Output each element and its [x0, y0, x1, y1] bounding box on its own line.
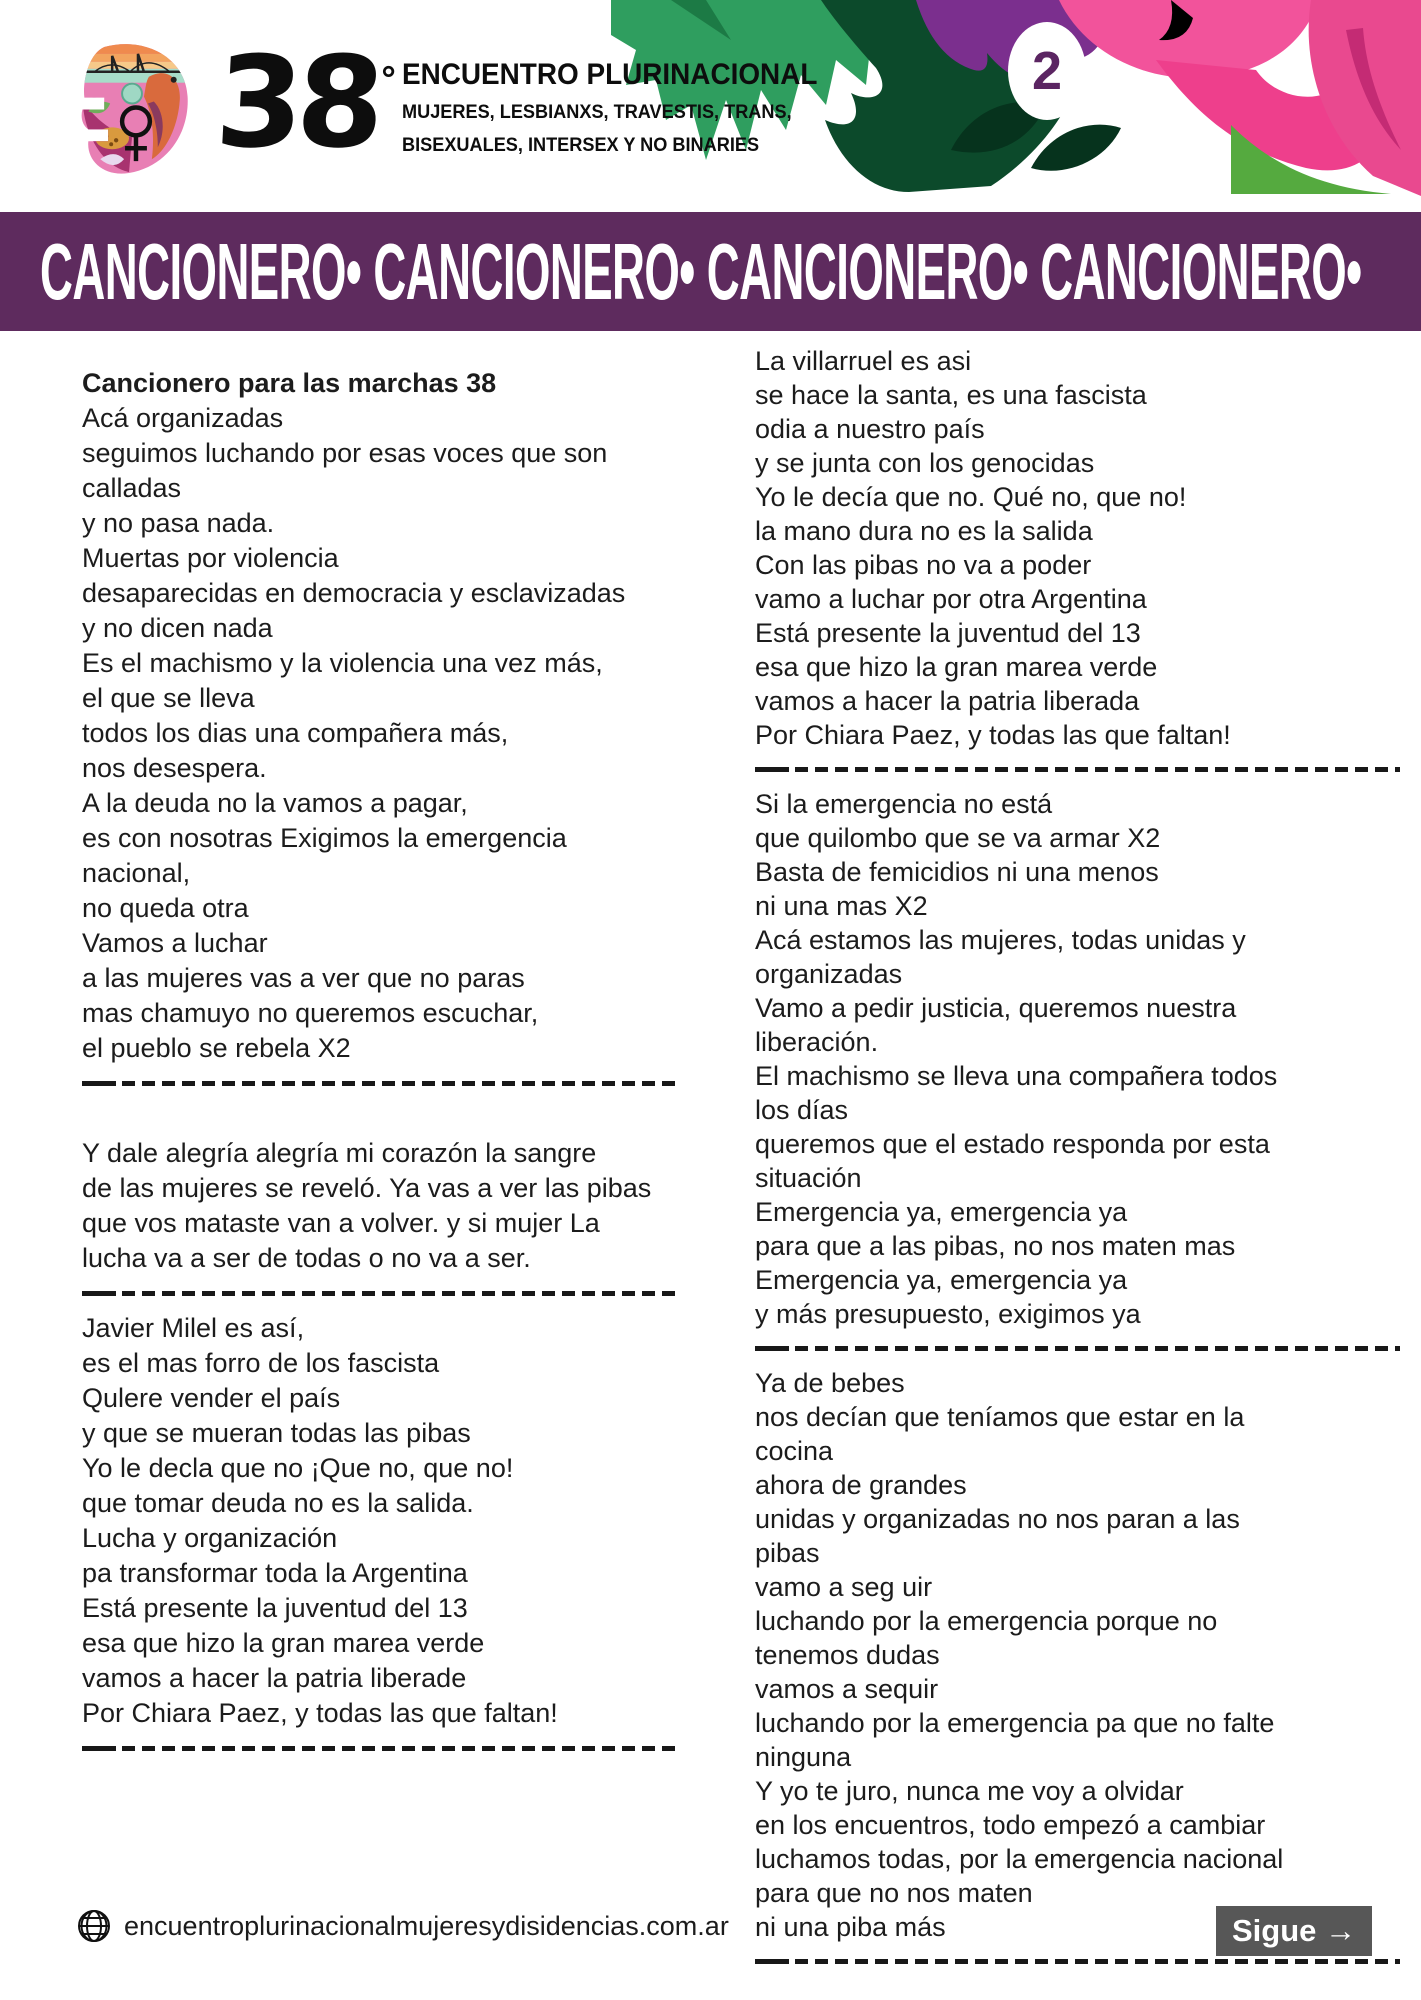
lyric-line: Ya de bebes: [755, 1368, 905, 1398]
lyric-line: esa que hizo la gran marea verde: [755, 652, 1158, 682]
section-divider: [755, 1346, 1400, 1351]
lyric-line: situación: [755, 1163, 862, 1193]
lyric-line: el pueblo se rebela X2: [82, 1033, 351, 1063]
footer: [76, 1908, 729, 1944]
lyric-line: A la deuda no la vamos a pagar,: [82, 788, 468, 818]
lyric-line: para que no nos maten: [755, 1878, 1033, 1908]
lyric-line: Vamos a luchar: [82, 928, 268, 958]
lyric-line: de las mujeres se reveló. Ya vas a ver las pibas: [82, 1173, 652, 1203]
event-subtitle-line1: MUJERES, LESBIANXS, TRAVESTIS, TRANS,: [401, 101, 792, 123]
lyric-line: Es el machismo y la violencia una vez más,: [82, 648, 603, 678]
lyric-line: en los encuentros, todo empezó a cambiar: [755, 1810, 1266, 1840]
lyric-line: Con las pibas no va a poder: [755, 550, 1092, 580]
lyric-line: vamo a luchar por otra Argentina: [755, 584, 1147, 614]
lyric-line: nacional,: [82, 858, 191, 888]
blank-line: [82, 1101, 682, 1136]
lyric-line: que vos mataste van a volver. y si mujer La: [82, 1208, 600, 1238]
lyric-line: es con nosotras Exigimos la emergencia: [82, 823, 567, 853]
lyric-line: Qulere vender el país: [82, 1383, 341, 1413]
event-logo: [74, 29, 848, 176]
lyric-line: organizadas: [755, 959, 903, 989]
event-title: ENCUENTRO PLURINACIONAL: [401, 58, 818, 91]
lyric-line: la mano dura no es la salida: [755, 516, 1093, 546]
section-divider: [82, 1291, 682, 1296]
lyric-line: para que a las pibas, no nos maten mas: [755, 1231, 1236, 1261]
lyric-line: mas chamuyo no queremos escuchar,: [82, 998, 539, 1028]
lyric-line: y no dicen nada: [82, 613, 273, 643]
cancionero-banner-text: CANCIONERO• CANCIONERO• CANCIONERO• CANCIONERO•: [40, 226, 1362, 316]
lyric-line: La villarruel es asi: [755, 346, 972, 376]
lyric-line: calladas: [82, 473, 182, 503]
lyric-line: que quilombo que se va armar X2: [755, 823, 1161, 853]
event-title-block: [402, 58, 849, 158]
lyric-line: Está presente la juventud del 13: [755, 618, 1141, 648]
lyric-line: ninguna: [755, 1742, 852, 1772]
lyric-line: Yo le decla que no ¡Que no, que no!: [82, 1453, 514, 1483]
edition-number: 38: [212, 29, 382, 176]
globe-icon: [76, 1908, 112, 1944]
page-number-badge: [1008, 22, 1086, 120]
lyric-line: Acá organizadas: [82, 403, 284, 433]
lyric-line: Vamo a pedir justicia, queremos nuestra: [755, 993, 1237, 1023]
continue-button[interactable]: Sigue →: [1216, 1906, 1372, 1956]
lyric-line: luchamos todas, por la emergencia nacional: [755, 1844, 1284, 1874]
lyric-line: lucha va a ser de todas o no va a ser.: [82, 1243, 531, 1273]
lyric-line: Javier Milel es así,: [82, 1313, 305, 1343]
lyric-line: a las mujeres vas a ver que no paras: [82, 963, 525, 993]
lyric-line: y se junta con los genocidas: [755, 448, 1095, 478]
section-divider: [82, 1081, 682, 1086]
cancionero-banner: [0, 212, 1421, 331]
logo-illustration-icon: [74, 42, 194, 176]
lyric-line: seguimos luchando por esas voces que son: [82, 438, 608, 468]
lyric-line: todos los dias una compañera más,: [82, 718, 509, 748]
lyric-line: vamos a sequir: [755, 1674, 939, 1704]
lyric-line: Muertas por violencia: [82, 543, 339, 573]
lyric-line: esa que hizo la gran marea verde: [82, 1628, 485, 1658]
lyric-line: tenemos dudas: [755, 1640, 940, 1670]
lyric-line: Emergencia ya, emergencia ya: [755, 1197, 1128, 1227]
page-number: 2: [1031, 41, 1063, 101]
lyric-line: nos decían que teníamos que estar en la: [755, 1402, 1245, 1432]
lyric-line: ni una piba más: [755, 1912, 946, 1942]
lyric-line: unidas y organizadas no nos paran a las: [755, 1504, 1240, 1534]
lyric-line: cocina: [755, 1436, 834, 1466]
lyric-line: luchando por la emergencia pa que no falte: [755, 1708, 1275, 1738]
lyric-line: y no pasa nada.: [82, 508, 275, 538]
lyric-line: Por Chiara Paez, y todas las que faltan!: [755, 720, 1231, 750]
lyric-line: vamo a seg uir: [755, 1572, 933, 1602]
lyric-line: Y yo te juro, nunca me voy a olvidar: [755, 1776, 1184, 1806]
lyrics-column-left: [82, 366, 682, 1766]
lyric-line: se hace la santa, es una fascista: [755, 380, 1147, 410]
degree-symbol: °: [381, 58, 396, 99]
lyric-line: Está presente la juventud del 13: [82, 1593, 468, 1623]
lyric-line: y que se mueran todas las pibas: [82, 1418, 471, 1448]
lyric-line: y más presupuesto, exigimos ya: [755, 1299, 1141, 1329]
lyric-line: los días: [755, 1095, 849, 1125]
section-divider: [755, 1959, 1400, 1964]
lyric-line: Si la emergencia no está: [755, 789, 1053, 819]
lyric-line: luchando por la emergencia porque no: [755, 1606, 1218, 1636]
website-url: encuentroplurinacionalmujeresydisidencias.com.ar: [124, 1910, 729, 1941]
lyric-line: Basta de femicidios ni una menos: [755, 857, 1159, 887]
section-divider: [755, 767, 1400, 772]
lyric-line: Lucha y organización: [82, 1523, 338, 1553]
lyric-line: el que se lleva: [82, 683, 255, 713]
lyric-line: que tomar deuda no es la salida.: [82, 1488, 474, 1518]
lyric-line: no queda otra: [82, 893, 249, 923]
section-divider: [82, 1746, 682, 1751]
lyric-line: es el mas forro de los fascista: [82, 1348, 440, 1378]
song-section-title: Cancionero para las marchas 38: [82, 368, 497, 398]
lyric-line: nos desespera.: [82, 753, 267, 783]
lyric-line: El machismo se lleva una compañera todos: [755, 1061, 1278, 1091]
lyric-line: desaparecidas en democracia y esclavizadas: [82, 578, 626, 608]
lyric-line: vamos a hacer la patria liberade: [82, 1663, 467, 1693]
event-subtitle-line2: BISEXUALES, INTERSEX Y NO BINARIES: [401, 134, 759, 156]
lyric-line: queremos que el estado responda por esta: [755, 1129, 1270, 1159]
lyric-line: vamos a hacer la patria liberada: [755, 686, 1140, 716]
lyric-line: Por Chiara Paez, y todas las que faltan!: [82, 1698, 558, 1728]
lyrics-column-right: [755, 344, 1400, 1979]
lyric-line: pa transformar toda la Argentina: [82, 1558, 468, 1588]
lyric-line: Acá estamos las mujeres, todas unidas y: [755, 925, 1246, 955]
lyric-line: pibas: [755, 1538, 820, 1568]
lyric-line: liberación.: [755, 1027, 879, 1057]
lyric-line: Emergencia ya, emergencia ya: [755, 1265, 1128, 1295]
lyric-line: odia a nuestro país: [755, 414, 985, 444]
lyric-line: ni una mas X2: [755, 891, 928, 921]
lyric-line: ahora de grandes: [755, 1470, 967, 1500]
lyric-line: Y dale alegría alegría mi corazón la sangre: [82, 1138, 597, 1168]
lyric-line: Yo le decía que no. Qué no, que no!: [755, 482, 1187, 512]
